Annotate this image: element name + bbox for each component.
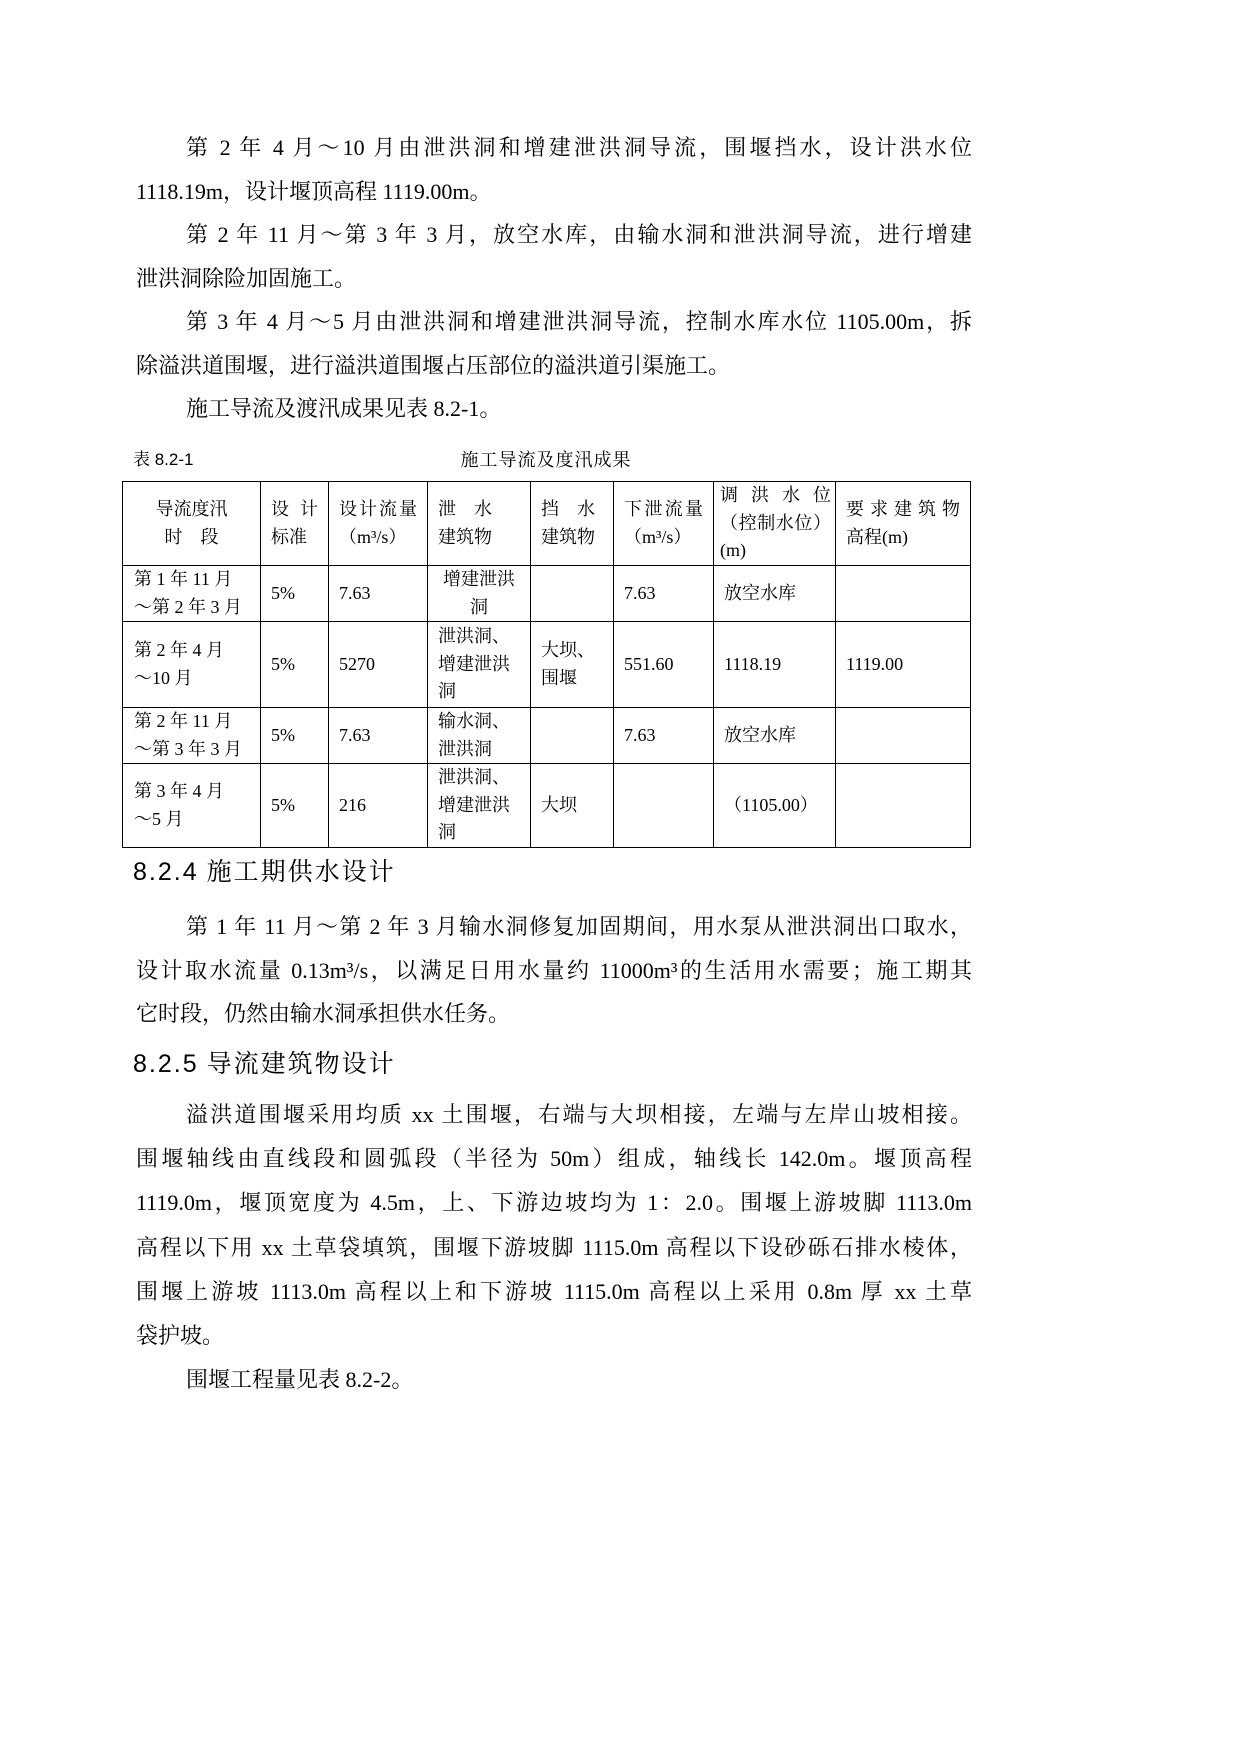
cell-standard: 5%: [261, 764, 329, 848]
paragraph: [136, 126, 972, 213]
cell-discharge-structure: [428, 764, 531, 848]
table-title: 施工导流及度汛成果: [460, 450, 632, 470]
paragraph: [136, 387, 972, 431]
cell-period: [123, 566, 261, 622]
cell-period-line: 第 3 年 4 月: [134, 781, 224, 801]
section-number: 8.2.5: [133, 1050, 199, 1078]
cell-period-line: 第 2 年 4 月: [134, 640, 224, 660]
section-body: [136, 905, 972, 1036]
header-design-flow-line: （m³/s）: [339, 526, 407, 547]
paragraph: [136, 300, 972, 387]
paragraph-line: 泄洪洞除险加固施工。: [136, 265, 357, 291]
cell-design-flow: 7.63: [329, 708, 428, 764]
cell-discharge-structure-line: 洞: [470, 596, 488, 617]
cell-discharge-structure-line: 增建泄洪: [443, 569, 515, 589]
cell-discharge-structure-line: 泄洪洞、: [438, 626, 510, 647]
header-design-standard-line: 设 计: [271, 499, 318, 519]
paragraph-line: 围堰上游坡 1113.0m 高程以上和下游坡 1115.0m 高程以上采用 0.8m 厚 xx 土草: [136, 1278, 972, 1304]
cell-discharge-structure: [428, 622, 531, 708]
table-number: 表 8.2-1: [133, 450, 194, 469]
cell-retaining-structure: [531, 566, 614, 622]
paragraph-line: 溢洪道围堰采用均质 xx 土围堰，右端与大坝相接，左端与左岸山坡相接。: [186, 1102, 972, 1127]
cell-retaining-structure: 大坝: [531, 764, 614, 848]
cell-water-level: 1118.19: [714, 622, 836, 708]
paragraph: [136, 1358, 972, 1402]
header-discharge-structure: [428, 482, 531, 566]
paragraph: [136, 905, 972, 1036]
paragraph-line: 袋护坡。: [136, 1323, 225, 1349]
cell-discharge-structure: [428, 566, 531, 622]
paragraph-line: 除溢洪道围堰，进行溢洪道围堰占压部位的溢洪道引渠施工。: [136, 352, 731, 378]
section-title: 施工期供水设计: [206, 858, 396, 886]
table-row: [123, 764, 971, 848]
cell-design-flow: 216: [329, 764, 428, 848]
header-discharge-flow-line: （m³/s）: [624, 526, 692, 547]
header-discharge-structure-line: 建筑物: [438, 526, 492, 547]
cell-discharge-flow: [614, 764, 714, 848]
cell-discharge-structure-line: 输水洞、: [438, 711, 510, 731]
section-number: 8.2.4: [133, 858, 199, 886]
cell-discharge-structure-line: 洞: [438, 822, 456, 843]
paragraph-line: 第 2 年 4 月～10 月由泄洪洞和增建泄洪洞导流，围堰挡水，设计洪水位: [186, 135, 972, 160]
table-row: [123, 622, 971, 708]
cell-period: [123, 708, 261, 764]
header-required-elevation: [836, 482, 971, 566]
header-design-standard-line: 标准: [271, 526, 307, 547]
header-discharge-flow-line: 下泄流量: [624, 499, 703, 519]
header-retaining-structure: [531, 482, 614, 566]
cell-retaining-structure-line: 围堰: [541, 667, 577, 688]
cell-design-flow: 7.63: [329, 566, 428, 622]
section-heading: [133, 850, 396, 894]
paragraph: [136, 1093, 972, 1358]
header-design-standard: [261, 482, 329, 566]
cell-water-level: 放空水库: [714, 566, 836, 622]
header-regulated-water-level-line: 调 洪 水 位: [720, 485, 831, 506]
cell-discharge-flow: 7.63: [614, 566, 714, 622]
paragraph-line: 施工导流及渡汛成果见表 8.2-1。: [186, 396, 502, 421]
cell-discharge-structure-line: 增建泄洪: [438, 653, 510, 674]
table-header-row: [123, 482, 971, 566]
paragraph-line: 第 2 年 11 月～第 3 年 3 月，放空水库，由输水洞和泄洪洞导流，进行增建: [186, 222, 972, 247]
cell-discharge-structure-line: 泄洪洞、: [438, 767, 510, 788]
cell-period-line: ～10 月: [134, 667, 193, 688]
cell-discharge-structure-line: 泄洪洞: [438, 738, 492, 759]
cell-water-level: 放空水库: [714, 708, 836, 764]
cell-period-line: ～第 3 年 3 月: [134, 738, 242, 759]
cell-retaining-structure-line: 大坝、: [541, 640, 595, 660]
paragraph-line: 第 3 年 4 月～5 月由泄洪洞和增建泄洪洞导流，控制水库水位 1105.00m，拆: [186, 309, 972, 334]
header-design-flow-line: 设计流量: [339, 499, 417, 519]
header-period-line: 导流度汛: [155, 499, 228, 519]
header-required-elevation-line: 要求建筑物: [846, 499, 960, 519]
header-regulated-water-level-line: （控制水位）: [720, 512, 831, 533]
cell-discharge-structure: [428, 708, 531, 764]
cell-period: [123, 764, 261, 848]
intro-text: [136, 126, 972, 431]
cell-discharge-flow: 551.60: [614, 622, 714, 708]
header-discharge-flow: [614, 482, 714, 566]
cell-period-line: ～5 月: [134, 808, 184, 829]
cell-discharge-structure-line: 增建泄洪: [438, 794, 510, 815]
cell-discharge-structure-line: 洞: [438, 681, 456, 702]
table-row: [123, 566, 971, 622]
paragraph: [136, 213, 972, 300]
paragraph-line: 围堰工程量见表 8.2-2。: [186, 1367, 414, 1393]
cell-water-level: （1105.00）: [714, 764, 836, 848]
cell-period-line: 第 2 年 11 月: [134, 711, 233, 731]
paragraph-line: 设计取水流量 0.13m³/s，以满足日用水量约 11000m³的生活用水需要；施工期其: [136, 957, 972, 983]
table-row: [123, 708, 971, 764]
paragraph-line: 它时段，仍然由输水洞承担供水任务。: [136, 1001, 511, 1026]
cell-standard: 5%: [261, 566, 329, 622]
cell-period-line: 第 1 年 11 月: [134, 569, 233, 589]
section-title: 导流建筑物设计: [206, 1050, 396, 1078]
paragraph-line: 1119.0m，堰顶宽度为 4.5m，上、下游边坡均为 1：2.0。围堰上游坡脚 1113.0m: [136, 1190, 972, 1216]
header-period: [123, 482, 261, 566]
cell-standard: 5%: [261, 622, 329, 708]
header-retaining-structure-line: 挡 水: [541, 499, 595, 519]
diversion-results-table: [122, 481, 971, 848]
cell-discharge-flow: 7.63: [614, 708, 714, 764]
header-period-line: 时 段: [164, 526, 219, 547]
header-regulated-water-level: [714, 482, 836, 566]
header-required-elevation-line: 高程(m): [846, 526, 908, 547]
section-heading: [133, 1042, 396, 1086]
header-regulated-water-level-line: (m): [720, 540, 746, 561]
section-body: [136, 1093, 972, 1402]
paragraph-line: 第 1 年 11 月～第 2 年 3 月输水洞修复加固期间，用水泵从泄洪洞出口取水，: [186, 914, 972, 939]
cell-required-elevation: [836, 708, 971, 764]
cell-retaining-structure: [531, 708, 614, 764]
cell-required-elevation: [836, 764, 971, 848]
cell-period-line: ～第 2 年 3 月: [134, 596, 242, 617]
cell-required-elevation: [836, 566, 971, 622]
cell-required-elevation: 1119.00: [836, 622, 971, 708]
header-discharge-structure-line: 泄 水: [438, 499, 492, 519]
cell-design-flow: 5270: [329, 622, 428, 708]
header-retaining-structure-line: 建筑物: [541, 526, 595, 547]
cell-retaining-structure: [531, 622, 614, 708]
paragraph-line: 1118.19m，设计堰顶高程 1119.00m。: [136, 178, 492, 204]
header-design-flow: [329, 482, 428, 566]
paragraph-line: 高程以下用 xx 土草袋填筑，围堰下游坡脚 1115.0m 高程以下设砂砾石排水棱体，: [136, 1234, 972, 1260]
paragraph-line: 围堰轴线由直线段和圆弧段（半径为 50m）组成，轴线长 142.0m。堰顶高程: [136, 1146, 972, 1172]
cell-standard: 5%: [261, 708, 329, 764]
cell-period: [123, 622, 261, 708]
